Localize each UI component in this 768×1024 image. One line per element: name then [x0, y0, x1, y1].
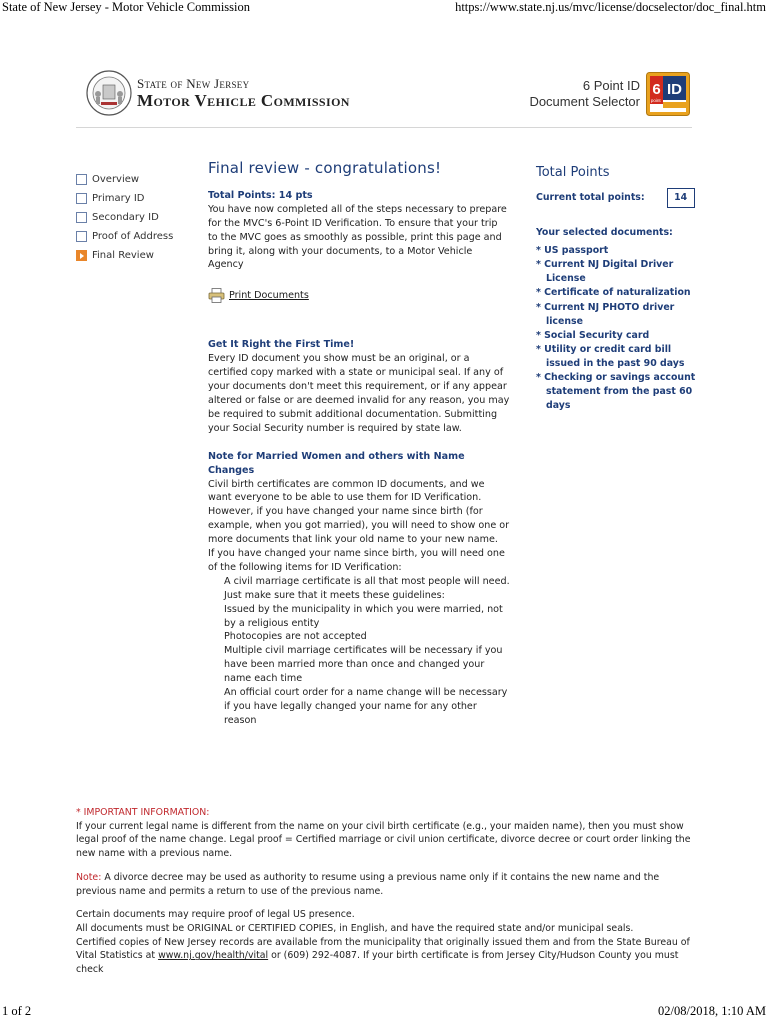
badge-sub: point	[650, 98, 661, 103]
section2-title: Note for Married Women and others with Name Changes	[208, 450, 465, 476]
total-points-title: Total Points	[536, 165, 610, 180]
nav-item-label: Secondary ID	[92, 212, 159, 223]
vital-records-text-a: Certified copies of New Jersey records are available from the municipality that originally issued them and from the State Bureau of Vital Statistics at	[76, 936, 690, 962]
list-item: Multiple civil marriage certificates will be necessary if you have been married more than once and changed your name each time	[224, 645, 503, 685]
checkbox-icon	[76, 193, 87, 204]
selected-documents-label: Your selected documents:	[536, 227, 673, 239]
nav-item-label: Primary ID	[92, 193, 145, 204]
note-body: A divorce decree may be used as authority to resume using a previous name only if it contains the new name and the previous name and permits a return to use of the previous name.	[76, 871, 660, 897]
main-content	[208, 159, 510, 728]
nav-item-primary-id[interactable]	[76, 189, 173, 208]
list-item: * Utility or credit card bill issued in the past 90 days	[536, 343, 706, 371]
vital-records-line	[76, 936, 692, 977]
badge-letters: ID	[667, 81, 682, 98]
nav-item-label: Overview	[92, 174, 140, 185]
print-header-title: State of New Jersey - Motor Vehicle Commission	[2, 0, 250, 14]
list-item: * Certificate of naturalization	[536, 286, 706, 300]
intro-text: You have now completed all of the steps necessary to prepare for the MVC's 6-Point ID Verification. To ensure that your trip to the MVC goes as smoothly as possible, print this page and bring it, along with your documents, to a Motor Vehicle Agency	[208, 203, 507, 271]
checkbox-icon	[76, 174, 87, 185]
list-item: Issued by the municipality in which you were married, not by a religious entity	[224, 603, 503, 629]
nav-item-label: Final Review	[92, 250, 154, 261]
list-item: * Checking or savings account statement from the past 60 days	[536, 371, 706, 413]
selector-line-1: 6 Point ID	[582, 78, 640, 93]
banner-divider	[76, 127, 692, 128]
agency-name	[137, 77, 350, 111]
list-item: * Current NJ PHOTO driver license	[536, 301, 706, 329]
nav-item-secondary-id[interactable]	[76, 208, 173, 227]
print-documents-label[interactable]: Print Documents	[229, 289, 309, 301]
current-step-arrow-icon	[76, 250, 87, 261]
current-points-row	[536, 188, 706, 208]
original-copies-line: All documents must be ORIGINAL or CERTIFIED COPIES, in English, and have the required state and/or municipal seals.	[76, 922, 634, 934]
vital-records-text-b: or (609) 292-4087. If your birth certificate is from Jersey City/Hudson County you must check	[76, 950, 679, 976]
checkbox-icon	[76, 231, 87, 242]
note-paragraph	[76, 871, 692, 898]
print-header-url: https://www.state.nj.us/mvc/license/docselector/doc_final.htm	[455, 0, 766, 14]
list-item: * Social Security card	[536, 329, 706, 343]
print-documents-link[interactable]	[208, 288, 510, 303]
total-points-panel	[536, 166, 706, 413]
list-item: * US passport	[536, 244, 706, 258]
section1-title: Get It Right the First Time!	[208, 339, 355, 351]
selector-line-2: Document Selector	[529, 94, 640, 109]
section1-body: Every ID document you show must be an original, or a certified copy marked with a state or municipal seal. If any of your documents don't meet this requirement, or if any appear altered or false or are deemed invalid for any reason, you may be required to submit additional documentation. Submitting your Social Security number is required by state law.	[208, 353, 510, 434]
selected-documents-list	[536, 244, 706, 413]
important-body: If your current legal name is different from the name on your civil birth certificate (e.g., your maiden name), then you must show legal proof of the name change. Legal proof = Certified marriage or civil union certificate, divorce decree or court order linking the new name with a previous name.	[76, 820, 691, 860]
page-number: 1 of 2	[2, 1004, 32, 1018]
list-item: Photocopies are not accepted	[224, 631, 367, 643]
list-item: * Current NJ Digital Driver License	[536, 258, 706, 286]
document-selector-logo	[514, 72, 690, 116]
nav-item-label: Proof of Address	[92, 231, 174, 242]
section2-list	[208, 575, 510, 728]
print-footer	[0, 1004, 768, 1020]
agency-line-1: State of New Jersey	[137, 76, 250, 91]
section2-body-2: If you have changed your name since birth, you will need one of the following items for ID Verification:	[208, 548, 505, 573]
agency-line-2: Motor Vehicle Commission	[137, 91, 350, 110]
current-points-label: Current total points:	[536, 192, 645, 204]
current-points-value: 14	[667, 188, 695, 208]
six-point-id-badge-icon	[646, 72, 690, 116]
vital-records-link[interactable]: www.nj.gov/health/vital	[158, 950, 269, 962]
badge-number: 6	[652, 81, 661, 98]
printer-icon	[208, 288, 225, 303]
nav-item-final-review[interactable]	[76, 246, 173, 265]
list-item: A civil marriage certificate is all that most people will need. Just make sure that it meets these guidelines:	[224, 575, 510, 601]
section2-body-1: Civil birth certificates are common ID documents, and we want everyone to be able to use them for ID Verification. However, if you have changed your name since birth (for example, when you got married), you will need to show one or more documents that link your old name to your new name.	[208, 478, 510, 546]
nj-state-seal-icon	[86, 70, 132, 116]
checkbox-icon	[76, 212, 87, 223]
print-datetime: 02/08/2018, 1:10 AM	[658, 1004, 766, 1018]
important-label: * IMPORTANT INFORMATION:	[76, 807, 210, 818]
important-information	[76, 806, 692, 977]
total-points-heading: Total Points: 14 pts	[208, 189, 313, 201]
page-title: Final review - congratulations!	[208, 159, 442, 177]
print-header	[0, 0, 768, 16]
note-label: Note:	[76, 871, 102, 883]
nav-item-overview[interactable]	[76, 170, 173, 189]
nav-item-proof-of-address[interactable]	[76, 227, 173, 246]
legal-presence-line: Certain documents may require proof of legal US presence.	[76, 909, 355, 921]
list-item: An official court order for a name change will be necessary if you have legally changed your name for any other reason	[224, 687, 508, 726]
step-navigation	[76, 170, 173, 265]
